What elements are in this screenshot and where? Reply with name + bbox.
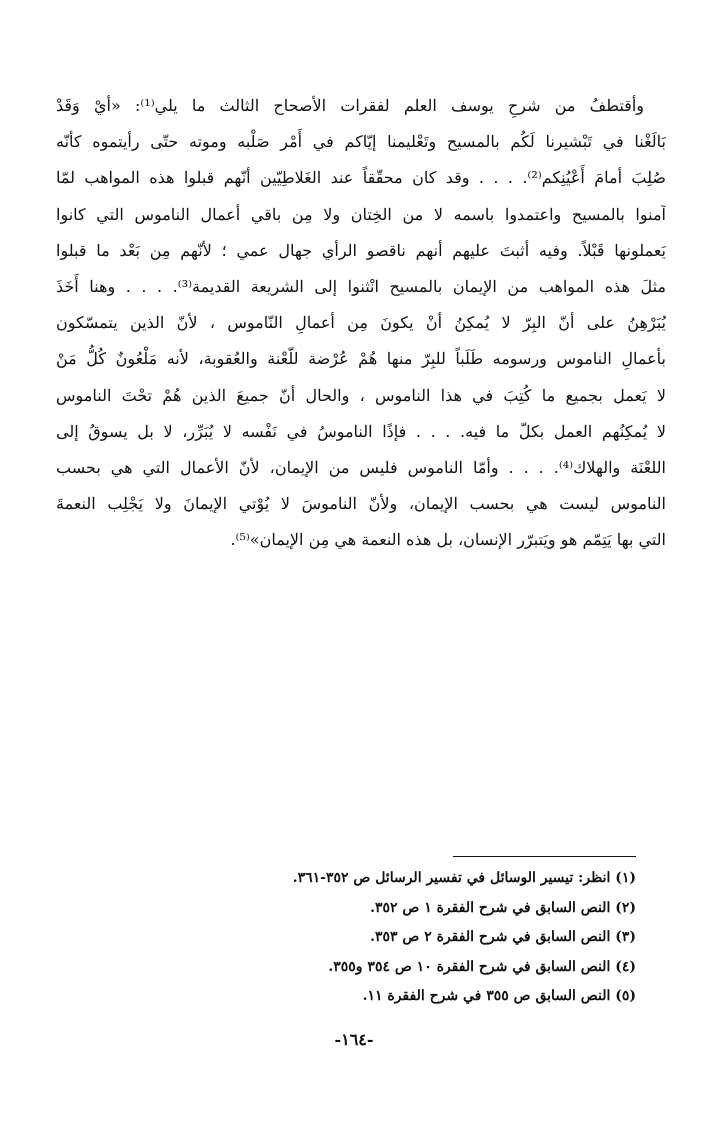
text-line: صُلِبَ أمامَ أَعْيُنِكم⁽²⁾. . . . وقد كان محقّقاً عند الغَلاطِيّين أنّهم قبلوا هذه المواهب لمّا xyxy=(56,168,666,188)
text-line: اللعْنَة والهلاك⁽⁴⁾. . . . وأمّا الناموس فليس من الإيمان، لأنّ الأعمال التي هي بحسب xyxy=(56,457,666,477)
footnote-divider xyxy=(453,856,636,857)
page-number: -١٦٤- xyxy=(334,1030,374,1049)
text-line: يَعملونها قَبْلاً. وفيه أثبتَ عليهم أنهم ناقصو الرأي جهال عمي ؛ لأنّهم مِن بَعْد ما قبلوا xyxy=(56,240,666,260)
text-line: بأعمالِ الناموس ورسومه طَلَباً للبِرّ منها هُمْ عُرْضة للّعْنة والعُقوبة، لأنه مَلْعُونٌ كُلُّ مَنْ xyxy=(56,349,666,369)
text-line: التي بها يَتِمّم هو ويَتبرّر الإنسان، بل هذه النعمة هي مِن الإيمان»⁽⁵⁾. xyxy=(230,530,666,550)
text-line: يُبَرْهِنُ على أنّ البِرّ لا يُمكِنُ أنْ يكونَ مِن أعمالِ النّاموس ، لأنّ الذين يتمسّكون xyxy=(56,313,666,333)
text-line: الناموس ليست هي بحسب الإيمان، ولأنّ الناموسَ لا يُوْتي الإيمانَ ولا يَجْلِب النعمةَ xyxy=(56,494,666,514)
footnote-item: (٤) النص السابق في شرح الفقرة ١٠ ص ٣٥٤ و٣٥٥. xyxy=(328,958,636,975)
text-line: مثلَ هذه المواهب من الإيمان بالمسيح انْثنوا إلى الشريعة القديمة⁽³⁾. . . . وهنا أَخَذَ xyxy=(56,276,666,296)
text-line: وأقتطفُ من شرحِ يوسف العلم لفقرات الأصحاح الثالث ما يلي⁽¹⁾: «أيْ وَقَدْ xyxy=(56,96,644,115)
text-line: لا يَعمل بجميع ما كُتِبَ في هذا الناموس ، والحال أنّ جميعَ الذين هُمْ تحْتَ الناموس xyxy=(56,385,666,405)
text-line: آمنوا بالمسيح واعتمدوا باسمه لا من الخِتان ولا مِن باقي أعمال الناموس التي كانوا xyxy=(56,204,666,224)
footnotes xyxy=(250,864,636,1012)
text-line: لا يُمكِنُهم العمل بكلّ ما فيه. . . . فإذًا الناموسُ في نَفْسه لا يُبَرِّر، لا بل يسوقُ إلى xyxy=(56,421,666,441)
footnote-item: (٢) النص السابق في شرح الفقرة ١ ص ٣٥٢. xyxy=(370,899,636,916)
text-line: بَالَغْنا في تَبْشيرنا لَكُم بالمسيح وتَعْليمنا إيّاكم في أَمْر صَلْبه وموته حتّى رأيتموه كأنّه xyxy=(56,132,666,152)
footnote-item: (١) انظر: تيسير الوسائل في تفسير الرسائل ص ٣٥٢-٣٦١. xyxy=(292,870,636,886)
footnote-item: (٣) النص السابق في شرح الفقرة ٢ ص ٣٥٣. xyxy=(370,929,636,945)
footnote-item: (٥) النص السابق ص ٣٥٥ في شرح الفقرة ١١. xyxy=(362,988,636,1004)
main-text xyxy=(56,88,666,558)
